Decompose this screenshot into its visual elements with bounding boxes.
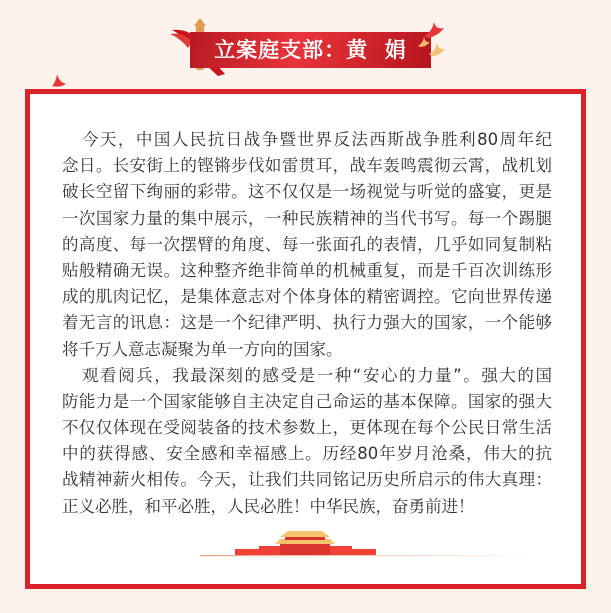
text-line: 战精神薪火相传。今天，让我们共同铭记历史所启示的伟大真理： bbox=[62, 470, 552, 490]
dove-icon bbox=[428, 40, 446, 58]
text-line: 观看阅兵，我最深刻的感受是一种“安心的力量”。强大的国 bbox=[82, 365, 552, 385]
text-line: 成的肌肉记忆，是集体意志对个体身体的精密调控。它向世界传递 bbox=[62, 287, 552, 307]
title-banner bbox=[190, 32, 431, 68]
dove-icon bbox=[50, 72, 68, 90]
text-line: 贴般精确无误。这种整齐绝非简单的机械重复，而是千百次训练形 bbox=[62, 260, 552, 280]
text-line: 破长空留下绚丽的彩带。这不仅仅是一场视觉与听觉的盛宴，更是 bbox=[62, 182, 552, 202]
paragraph-1 bbox=[62, 127, 552, 363]
text-line: 念日。长安街上的铿锵步伐如雷贯耳，战车轰鸣震彻云霄，战机划 bbox=[62, 156, 552, 176]
tiananmen-gate-icon bbox=[200, 530, 540, 570]
text-line: 着无言的讯息：这是一个纪律严明、执行力强大的国家，一个能够 bbox=[62, 313, 552, 333]
text-line: 中的获得感、安全感和幸福感上。历经80年岁月沧桑，伟大的抗 bbox=[62, 444, 552, 464]
text-line: 今天，中国人民抗日战争暨世界反法西斯战争胜利80周年纪 bbox=[82, 130, 552, 149]
text-line: 的高度、每一次摆臂的角度、每一张面孔的表情，几乎如同复制粘 bbox=[62, 234, 552, 254]
article-body bbox=[62, 127, 552, 520]
text-line: 正义必胜，和平必胜，人民必胜！中华民族，奋勇前进！ bbox=[62, 496, 475, 516]
text-line: 防能力是一个国家能够自主决定自己命运的基本保障。国家的强大 bbox=[62, 391, 552, 411]
text-line: 不仅仅体现在受阅装备的技术参数上，更体现在每个公民日常生活 bbox=[62, 418, 552, 438]
text-line: 将千万人意志凝聚为单一方向的国家。 bbox=[62, 339, 343, 359]
page-title: 立案庭支部：黄 娟 bbox=[214, 38, 407, 62]
text-line: 一次国家力量的集中展示，一种民族精神的当代书写。每一个踢腿 bbox=[62, 208, 552, 228]
paragraph-2 bbox=[62, 363, 552, 520]
